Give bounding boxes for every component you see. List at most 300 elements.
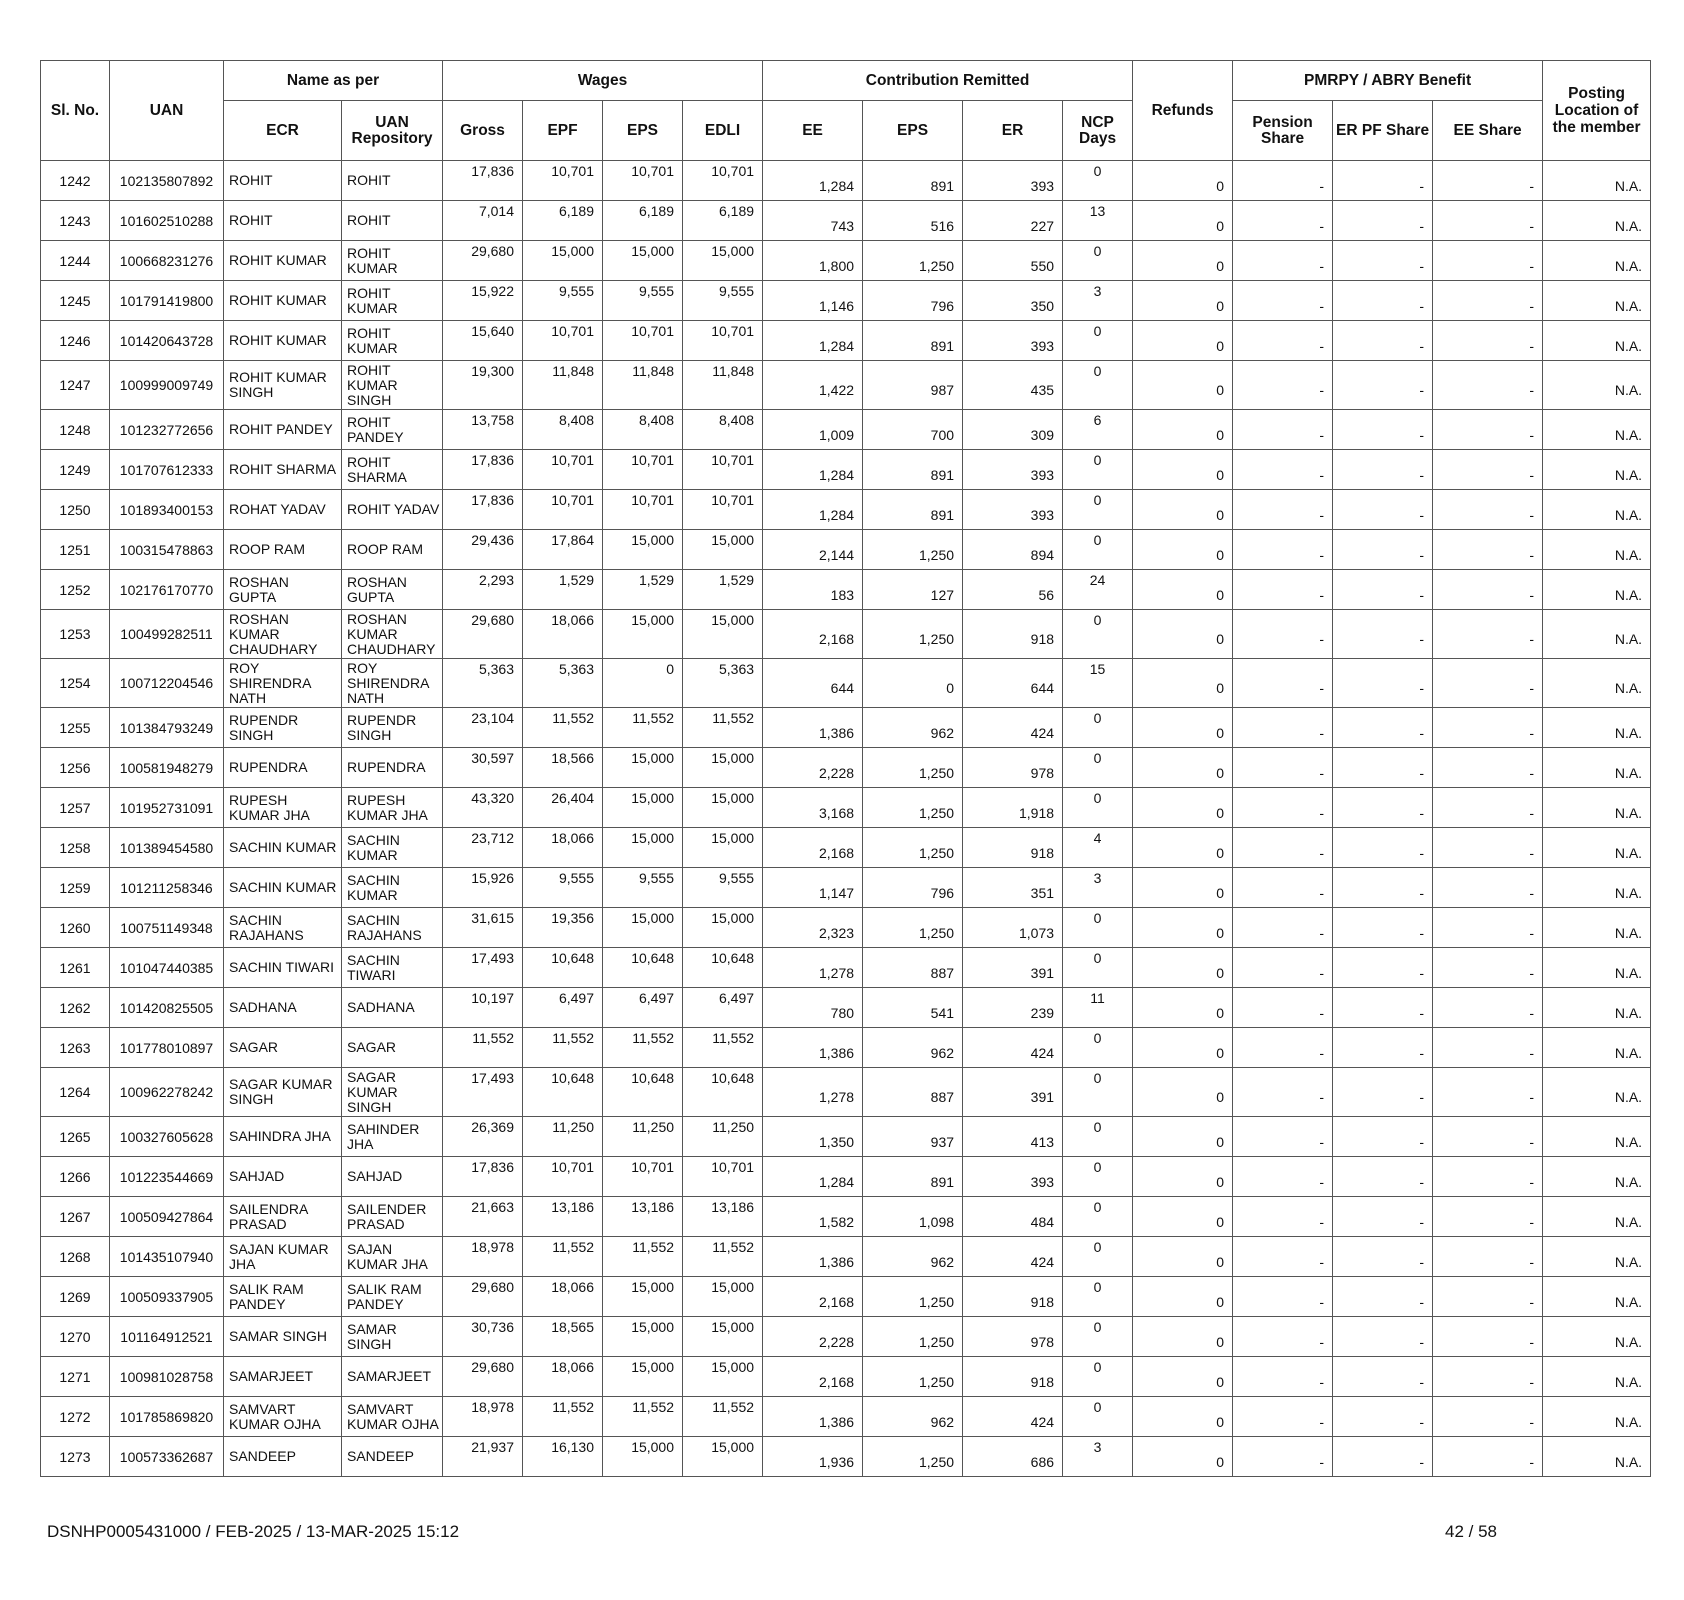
cell-gross-wages: 17,836 (443, 450, 523, 490)
cell-er-pf-share: - (1333, 659, 1433, 708)
cell-epf-wages: 17,864 (523, 530, 603, 570)
cell-er-contribution: 424 (963, 1397, 1063, 1437)
cell-ee-share: - (1433, 828, 1543, 868)
cell-posting-location: N.A. (1543, 788, 1651, 828)
cell-er-contribution: 424 (963, 1028, 1063, 1068)
cell-eps-contribution: 891 (863, 1157, 963, 1197)
table-row (41, 281, 1651, 321)
cell-epf-wages: 18,066 (523, 610, 603, 659)
cell-er-pf-share: - (1333, 788, 1433, 828)
cell-ee-share: - (1433, 321, 1543, 361)
cell-edli-wages: 15,000 (683, 828, 763, 868)
cell-eps-contribution: 0 (863, 659, 963, 708)
cell-uan: 101778010897 (110, 1028, 224, 1068)
cell-ee-contribution: 1,284 (763, 450, 863, 490)
cell-ncp-days: 4 (1063, 828, 1133, 868)
cell-eps-wages: 15,000 (603, 1317, 683, 1357)
cell-gross-wages: 15,640 (443, 321, 523, 361)
cell-edli-wages: 1,529 (683, 570, 763, 610)
cell-name-ecr: RUPENDRA (224, 748, 342, 788)
cell-eps-contribution: 1,250 (863, 1437, 963, 1477)
header-pension-share: Pension Share (1233, 101, 1333, 161)
cell-er-contribution: 393 (963, 161, 1063, 201)
cell-uan: 100712204546 (110, 659, 224, 708)
cell-eps-wages: 10,701 (603, 321, 683, 361)
cell-uan: 100509337905 (110, 1277, 224, 1317)
cell-uan: 100668231276 (110, 241, 224, 281)
table-row (41, 1437, 1651, 1477)
cell-posting-location: N.A. (1543, 1157, 1651, 1197)
cell-refunds: 0 (1133, 1068, 1233, 1117)
cell-refunds: 0 (1133, 828, 1233, 868)
cell-ee-share: - (1433, 1357, 1543, 1397)
cell-pension-share: - (1233, 1437, 1333, 1477)
cell-er-pf-share: - (1333, 410, 1433, 450)
cell-eps-contribution: 1,250 (863, 828, 963, 868)
cell-name-ecr: SAILENDRA PRASAD (224, 1197, 342, 1237)
cell-ee-contribution: 1,009 (763, 410, 863, 450)
cell-eps-contribution: 962 (863, 1028, 963, 1068)
cell-eps-contribution: 937 (863, 1117, 963, 1157)
cell-name-ecr: SAGAR KUMAR SINGH (224, 1068, 342, 1117)
cell-ncp-days: 0 (1063, 948, 1133, 988)
cell-er-contribution: 351 (963, 868, 1063, 908)
cell-er-pf-share: - (1333, 748, 1433, 788)
cell-ee-contribution: 2,228 (763, 1317, 863, 1357)
cell-sl-no: 1259 (41, 868, 110, 908)
table-row (41, 1357, 1651, 1397)
table-row (41, 988, 1651, 1028)
cell-ee-share: - (1433, 1028, 1543, 1068)
header-eps: EPS (603, 101, 683, 161)
cell-gross-wages: 23,104 (443, 708, 523, 748)
cell-ee-contribution: 1,284 (763, 1157, 863, 1197)
cell-sl-no: 1243 (41, 201, 110, 241)
cell-epf-wages: 1,529 (523, 570, 603, 610)
cell-refunds: 0 (1133, 610, 1233, 659)
cell-epf-wages: 6,189 (523, 201, 603, 241)
cell-eps-wages: 10,648 (603, 948, 683, 988)
cell-sl-no: 1251 (41, 530, 110, 570)
cell-gross-wages: 5,363 (443, 659, 523, 708)
cell-uan: 100315478863 (110, 530, 224, 570)
cell-ee-share: - (1433, 708, 1543, 748)
cell-refunds: 0 (1133, 1397, 1233, 1437)
cell-uan: 101707612333 (110, 450, 224, 490)
cell-name-uan-repository: SAGAR (342, 1028, 443, 1068)
cell-ee-contribution: 1,800 (763, 241, 863, 281)
cell-er-pf-share: - (1333, 161, 1433, 201)
cell-ncp-days: 24 (1063, 570, 1133, 610)
cell-gross-wages: 21,663 (443, 1197, 523, 1237)
cell-uan: 100499282511 (110, 610, 224, 659)
cell-name-uan-repository: ROSHAN GUPTA (342, 570, 443, 610)
cell-name-ecr: SAHJAD (224, 1157, 342, 1197)
cell-pension-share: - (1233, 788, 1333, 828)
table-row (41, 788, 1651, 828)
cell-pension-share: - (1233, 1277, 1333, 1317)
cell-ncp-days: 0 (1063, 748, 1133, 788)
header-posting-location: Posting Location of the member (1543, 61, 1651, 161)
cell-uan: 101211258346 (110, 868, 224, 908)
cell-edli-wages: 15,000 (683, 1437, 763, 1477)
cell-er-contribution: 1,073 (963, 908, 1063, 948)
cell-pension-share: - (1233, 988, 1333, 1028)
header-refunds: Refunds (1133, 61, 1233, 161)
cell-ee-share: - (1433, 988, 1543, 1028)
cell-refunds: 0 (1133, 1277, 1233, 1317)
cell-name-ecr: ROHIT SHARMA (224, 450, 342, 490)
cell-name-uan-repository: ROHIT SHARMA (342, 450, 443, 490)
cell-name-ecr: SAMAR SINGH (224, 1317, 342, 1357)
cell-posting-location: N.A. (1543, 908, 1651, 948)
cell-eps-contribution: 1,098 (863, 1197, 963, 1237)
cell-ee-contribution: 2,228 (763, 748, 863, 788)
cell-name-ecr: SANDEEP (224, 1437, 342, 1477)
cell-uan: 101435107940 (110, 1237, 224, 1277)
cell-ncp-days: 0 (1063, 1397, 1133, 1437)
cell-er-pf-share: - (1333, 1197, 1433, 1237)
cell-posting-location: N.A. (1543, 410, 1651, 450)
cell-eps-wages: 15,000 (603, 788, 683, 828)
cell-uan: 100999009749 (110, 361, 224, 410)
cell-name-ecr: ROOP RAM (224, 530, 342, 570)
cell-ee-share: - (1433, 748, 1543, 788)
cell-name-ecr: SACHIN KUMAR (224, 868, 342, 908)
cell-name-uan-repository: SACHIN KUMAR (342, 868, 443, 908)
cell-gross-wages: 18,978 (443, 1237, 523, 1277)
cell-er-pf-share: - (1333, 868, 1433, 908)
cell-ncp-days: 0 (1063, 490, 1133, 530)
cell-eps-contribution: 516 (863, 201, 963, 241)
cell-name-ecr: ROHIT KUMAR (224, 281, 342, 321)
document-reference: DSNHP0005431000 / FEB-2025 / 13-MAR-2025 15:12 (47, 1522, 460, 1541)
cell-eps-contribution: 987 (863, 361, 963, 410)
cell-gross-wages: 30,597 (443, 748, 523, 788)
table-row (41, 570, 1651, 610)
cell-edli-wages: 6,189 (683, 201, 763, 241)
cell-edli-wages: 9,555 (683, 281, 763, 321)
cell-name-ecr: SAHINDRA JHA (224, 1117, 342, 1157)
cell-gross-wages: 43,320 (443, 788, 523, 828)
cell-er-contribution: 644 (963, 659, 1063, 708)
cell-eps-contribution: 700 (863, 410, 963, 450)
cell-name-ecr: SAMVART KUMAR OJHA (224, 1397, 342, 1437)
cell-pension-share: - (1233, 868, 1333, 908)
cell-er-contribution: 227 (963, 201, 1063, 241)
cell-epf-wages: 18,066 (523, 828, 603, 868)
cell-refunds: 0 (1133, 570, 1233, 610)
cell-edli-wages: 10,701 (683, 490, 763, 530)
cell-gross-wages: 17,493 (443, 1068, 523, 1117)
cell-er-pf-share: - (1333, 321, 1433, 361)
cell-eps-wages: 10,701 (603, 1157, 683, 1197)
cell-epf-wages: 16,130 (523, 1437, 603, 1477)
cell-epf-wages: 11,250 (523, 1117, 603, 1157)
header-ee-share: EE Share (1433, 101, 1543, 161)
cell-er-contribution: 350 (963, 281, 1063, 321)
cell-er-pf-share: - (1333, 1357, 1433, 1397)
cell-sl-no: 1255 (41, 708, 110, 748)
cell-name-ecr: ROHIT (224, 161, 342, 201)
cell-eps-contribution: 541 (863, 988, 963, 1028)
cell-sl-no: 1261 (41, 948, 110, 988)
cell-eps-contribution: 127 (863, 570, 963, 610)
cell-sl-no: 1247 (41, 361, 110, 410)
cell-ee-contribution: 1,278 (763, 948, 863, 988)
cell-refunds: 0 (1133, 361, 1233, 410)
cell-gross-wages: 17,836 (443, 161, 523, 201)
cell-gross-wages: 29,680 (443, 610, 523, 659)
cell-eps-contribution: 1,250 (863, 748, 963, 788)
cell-refunds: 0 (1133, 1157, 1233, 1197)
cell-refunds: 0 (1133, 868, 1233, 908)
cell-name-ecr: ROHIT (224, 201, 342, 241)
cell-refunds: 0 (1133, 1317, 1233, 1357)
cell-edli-wages: 11,552 (683, 1028, 763, 1068)
cell-ee-share: - (1433, 1277, 1543, 1317)
cell-edli-wages: 15,000 (683, 610, 763, 659)
cell-name-ecr: SAMARJEET (224, 1357, 342, 1397)
cell-gross-wages: 17,836 (443, 1157, 523, 1197)
cell-epf-wages: 5,363 (523, 659, 603, 708)
cell-eps-wages: 0 (603, 659, 683, 708)
cell-name-uan-repository: ROHIT KUMAR (342, 321, 443, 361)
cell-sl-no: 1244 (41, 241, 110, 281)
cell-ncp-days: 3 (1063, 281, 1133, 321)
cell-er-contribution: 686 (963, 1437, 1063, 1477)
cell-name-uan-repository: ROHIT KUMAR SINGH (342, 361, 443, 410)
table-row (41, 1028, 1651, 1068)
cell-epf-wages: 15,000 (523, 241, 603, 281)
cell-gross-wages: 29,680 (443, 1357, 523, 1397)
cell-eps-contribution: 796 (863, 281, 963, 321)
cell-ee-contribution: 2,168 (763, 610, 863, 659)
header-wages: Wages (443, 61, 763, 101)
cell-ee-share: - (1433, 490, 1543, 530)
cell-ee-contribution: 1,386 (763, 1028, 863, 1068)
cell-er-contribution: 56 (963, 570, 1063, 610)
cell-edli-wages: 10,701 (683, 321, 763, 361)
cell-sl-no: 1253 (41, 610, 110, 659)
cell-ncp-days: 11 (1063, 988, 1133, 1028)
cell-pension-share: - (1233, 610, 1333, 659)
cell-er-contribution: 978 (963, 748, 1063, 788)
cell-pension-share: - (1233, 748, 1333, 788)
cell-ee-share: - (1433, 908, 1543, 948)
cell-epf-wages: 10,701 (523, 161, 603, 201)
cell-gross-wages: 15,926 (443, 868, 523, 908)
table-body (41, 161, 1651, 1477)
cell-ncp-days: 0 (1063, 1357, 1133, 1397)
cell-ee-contribution: 1,146 (763, 281, 863, 321)
cell-uan: 101420825505 (110, 988, 224, 1028)
cell-gross-wages: 19,300 (443, 361, 523, 410)
cell-pension-share: - (1233, 201, 1333, 241)
cell-ee-share: - (1433, 1157, 1543, 1197)
cell-edli-wages: 10,701 (683, 1157, 763, 1197)
cell-edli-wages: 15,000 (683, 241, 763, 281)
cell-eps-contribution: 887 (863, 1068, 963, 1117)
cell-name-ecr: SADHANA (224, 988, 342, 1028)
cell-posting-location: N.A. (1543, 281, 1651, 321)
cell-eps-wages: 15,000 (603, 1357, 683, 1397)
cell-er-contribution: 1,918 (963, 788, 1063, 828)
cell-eps-wages: 6,497 (603, 988, 683, 1028)
cell-name-uan-repository: ROHIT PANDEY (342, 410, 443, 450)
cell-posting-location: N.A. (1543, 241, 1651, 281)
cell-ncp-days: 0 (1063, 788, 1133, 828)
cell-er-pf-share: - (1333, 908, 1433, 948)
cell-epf-wages: 11,552 (523, 1237, 603, 1277)
cell-ncp-days: 6 (1063, 410, 1133, 450)
cell-edli-wages: 15,000 (683, 1357, 763, 1397)
cell-refunds: 0 (1133, 1028, 1233, 1068)
cell-er-pf-share: - (1333, 570, 1433, 610)
cell-pension-share: - (1233, 450, 1333, 490)
cell-sl-no: 1245 (41, 281, 110, 321)
cell-eps-wages: 15,000 (603, 748, 683, 788)
cell-edli-wages: 15,000 (683, 1317, 763, 1357)
cell-er-pf-share: - (1333, 1157, 1433, 1197)
cell-er-contribution: 239 (963, 988, 1063, 1028)
cell-ee-share: - (1433, 241, 1543, 281)
cell-eps-wages: 1,529 (603, 570, 683, 610)
cell-gross-wages: 11,552 (443, 1028, 523, 1068)
cell-pension-share: - (1233, 570, 1333, 610)
header-er: ER (963, 101, 1063, 161)
cell-name-uan-repository: RUPESH KUMAR JHA (342, 788, 443, 828)
header-gross: Gross (443, 101, 523, 161)
cell-er-pf-share: - (1333, 1117, 1433, 1157)
cell-name-ecr: SACHIN KUMAR (224, 828, 342, 868)
cell-ncp-days: 0 (1063, 908, 1133, 948)
cell-epf-wages: 18,565 (523, 1317, 603, 1357)
cell-ee-contribution: 1,386 (763, 1397, 863, 1437)
cell-epf-wages: 10,701 (523, 490, 603, 530)
cell-sl-no: 1265 (41, 1117, 110, 1157)
cell-ee-contribution: 1,147 (763, 868, 863, 908)
cell-refunds: 0 (1133, 161, 1233, 201)
cell-edli-wages: 15,000 (683, 788, 763, 828)
table-row (41, 1117, 1651, 1157)
cell-ee-contribution: 1,350 (763, 1117, 863, 1157)
cell-eps-contribution: 1,250 (863, 908, 963, 948)
cell-ncp-days: 3 (1063, 1437, 1133, 1477)
cell-sl-no: 1257 (41, 788, 110, 828)
cell-pension-share: - (1233, 321, 1333, 361)
cell-posting-location: N.A. (1543, 1068, 1651, 1117)
cell-eps-contribution: 891 (863, 161, 963, 201)
cell-posting-location: N.A. (1543, 321, 1651, 361)
cell-pension-share: - (1233, 1117, 1333, 1157)
cell-epf-wages: 10,701 (523, 321, 603, 361)
cell-uan: 101384793249 (110, 708, 224, 748)
cell-pension-share: - (1233, 828, 1333, 868)
cell-er-pf-share: - (1333, 1028, 1433, 1068)
cell-gross-wages: 23,712 (443, 828, 523, 868)
cell-er-pf-share: - (1333, 241, 1433, 281)
cell-eps-wages: 11,552 (603, 708, 683, 748)
cell-sl-no: 1271 (41, 1357, 110, 1397)
cell-eps-wages: 15,000 (603, 1277, 683, 1317)
header-contribution-eps: EPS (863, 101, 963, 161)
cell-refunds: 0 (1133, 908, 1233, 948)
cell-ncp-days: 0 (1063, 610, 1133, 659)
cell-er-pf-share: - (1333, 610, 1433, 659)
cell-ncp-days: 0 (1063, 1277, 1133, 1317)
cell-uan: 101893400153 (110, 490, 224, 530)
cell-epf-wages: 11,552 (523, 708, 603, 748)
cell-sl-no: 1258 (41, 828, 110, 868)
cell-uan: 101791419800 (110, 281, 224, 321)
cell-epf-wages: 10,648 (523, 948, 603, 988)
cell-gross-wages: 15,922 (443, 281, 523, 321)
cell-gross-wages: 10,197 (443, 988, 523, 1028)
cell-gross-wages: 29,680 (443, 241, 523, 281)
cell-eps-wages: 13,186 (603, 1197, 683, 1237)
cell-sl-no: 1248 (41, 410, 110, 450)
cell-epf-wages: 18,066 (523, 1277, 603, 1317)
cell-pension-share: - (1233, 708, 1333, 748)
cell-eps-wages: 9,555 (603, 868, 683, 908)
table-row (41, 450, 1651, 490)
cell-er-contribution: 393 (963, 321, 1063, 361)
cell-name-uan-repository: RUPENDR SINGH (342, 708, 443, 748)
contribution-table (40, 60, 1651, 1477)
cell-er-contribution: 484 (963, 1197, 1063, 1237)
cell-eps-contribution: 891 (863, 490, 963, 530)
cell-eps-contribution: 1,250 (863, 610, 963, 659)
cell-ee-contribution: 2,168 (763, 1277, 863, 1317)
cell-ee-share: - (1433, 948, 1543, 988)
cell-ee-share: - (1433, 868, 1543, 908)
cell-pension-share: - (1233, 410, 1333, 450)
cell-pension-share: - (1233, 1237, 1333, 1277)
cell-eps-wages: 15,000 (603, 241, 683, 281)
cell-name-ecr: SAGAR (224, 1028, 342, 1068)
cell-posting-location: N.A. (1543, 161, 1651, 201)
cell-ee-share: - (1433, 610, 1543, 659)
cell-epf-wages: 11,552 (523, 1028, 603, 1068)
cell-eps-wages: 11,250 (603, 1117, 683, 1157)
cell-eps-wages: 10,701 (603, 490, 683, 530)
header-pmrpy-abry: PMRPY / ABRY Benefit (1233, 61, 1543, 101)
cell-pension-share: - (1233, 281, 1333, 321)
cell-sl-no: 1242 (41, 161, 110, 201)
cell-gross-wages: 18,978 (443, 1397, 523, 1437)
cell-sl-no: 1256 (41, 748, 110, 788)
cell-ncp-days: 0 (1063, 361, 1133, 410)
cell-posting-location: N.A. (1543, 450, 1651, 490)
cell-er-pf-share: - (1333, 1317, 1433, 1357)
header-ncp-days: NCP Days (1063, 101, 1133, 161)
cell-edli-wages: 11,552 (683, 1237, 763, 1277)
cell-ncp-days: 0 (1063, 708, 1133, 748)
cell-name-uan-repository: ROHIT YADAV (342, 490, 443, 530)
cell-name-ecr: ROHIT PANDEY (224, 410, 342, 450)
cell-name-uan-repository: ROSHAN KUMAR CHAUDHARY (342, 610, 443, 659)
cell-eps-wages: 11,552 (603, 1237, 683, 1277)
cell-epf-wages: 9,555 (523, 868, 603, 908)
cell-er-contribution: 309 (963, 410, 1063, 450)
cell-sl-no: 1254 (41, 659, 110, 708)
cell-epf-wages: 19,356 (523, 908, 603, 948)
cell-edli-wages: 11,552 (683, 1397, 763, 1437)
cell-gross-wages: 17,836 (443, 490, 523, 530)
cell-ee-contribution: 780 (763, 988, 863, 1028)
cell-name-uan-repository: SAMARJEET (342, 1357, 443, 1397)
